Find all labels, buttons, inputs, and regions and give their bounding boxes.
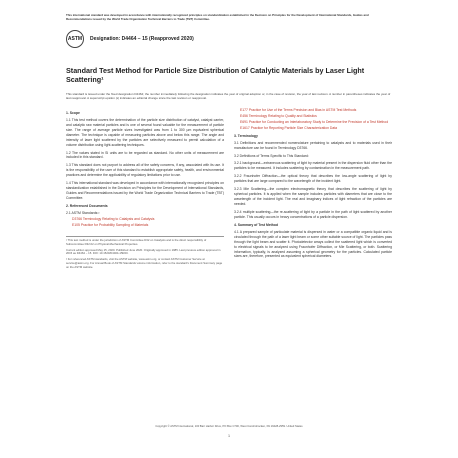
paragraph-1-1: 1.1 This test method covers the determination of the particle size distribution of catalyst, catalyst carrier, and catalytic raw material particles and is one of several found valuable for the measurement of particle size. The range of average particle sizes investigated was from 1 to 300 µm equivalent spherical diameter. The technique is capable of measuring particles above and below this range. The angle and intensity of laser light scattered by the particles are selectively measured to permit calculation of a volume distribution using light-scattering techniques. [66,117,224,147]
section-summary-heading: 4. Summary of Test Method [234,222,279,227]
page-number: 1 [228,434,230,438]
footnote-1: ¹ This test method is under the jurisdiction of ASTM Committee D32 on Catalysts and is the direct responsibility of Subcommittee D32.02 on Physical-Mechanical Properties. [66,237,207,246]
two-column-body [66,108,392,272]
astm-logo-icon [66,30,84,48]
left-column [66,108,224,272]
paragraph-1-4: 1.4 This international standard was developed in accordance with internationally recognized principles on standardization established in the Decision on Principles for the Development of International Standards, Guides and Recommendations issued by the World Trade Organization Technical Barriers to Trade (TBT) Committee. [66,181,224,200]
issue-note: This standard is issued under the fixed designation D4464; the number immediately following the designation indicates the year of original adoption or, in the case of revision, the year of last revision. A number in parentheses indicates the year of last reapproval. A superscript epsilon (ε) indicates an editorial change since the last revision or reapproval. [66,91,391,100]
reference-link[interactable]: E691 Practice for Conducting an Interlaboratory Study to Determine the Precision of a Test Method [240,119,389,124]
designation: Designation: D4464 − 15 (Reapproved 2020) [90,35,194,42]
paragraph-1-2: 1.2 The values stated in SI units are to be regarded as standard. No other units of measurement are included in this standard. [66,150,224,160]
paragraph-1-3: 1.3 This standard does not purport to address all of the safety concerns, if any, associated with its use. It is the responsibility of the user of this standard to establish appropriate safety, health, and environmental practices and determine the applicability of regulatory limitations prior to use. [66,163,224,178]
document-header [66,30,392,48]
title-block [66,66,392,84]
section-scope-heading: 1. Scope [66,110,80,115]
reference-link[interactable]: E456 Terminology Relating to Quality and Statistics [240,113,317,118]
paragraph-3-2-3: 3.2.3 Mie Scattering—the complex electromagnetic theory that describes the scattering of light by spherical particles. It is applied when the sample includes particles with diameters that are close to the wavelength of the incident light. The real and imaginary indices of light refraction of the particles are needed. [234,187,392,206]
paragraph-3-2-2: 3.2.2 Fraunhofer Diffraction—the optical theory that describes the low-angle scattering of light by particles that are large compared to the wavelength of the incident light. [234,174,392,184]
section-references-heading: 2. Referenced Documents [66,203,108,208]
paragraph-3-2-1: 3.2.1 background—extraneous scattering of light by material present in the dispersion fluid other than the particles to be measured. It includes scattering by contamination in the measurement path. [234,161,392,171]
paragraph-3-2-4: 3.2.4 multiple scattering—the re-scattering of light by a particle in the path of light scattered by another particle. This usually occurs in heavy concentrations of a particle dispersion. [234,209,392,219]
paragraph-4-1: 4.1 A prepared sample of particulate material is dispersed in water or a compatible organic liquid and is circulated through the path of a laser light beam or some other suitable source of light. The particles pass through the light beam and scatter it. Photodetector arrays collect the scattered light which is converted to electrical signals to be analyzed using Fraunhofer Diffraction, or Mie Scattering, or both. Scattering information, typically, is analyzed assuming a spherical geometry for the particles. Calculated particle sizes are, therefore, presented as equivalent spherical diameters. [234,229,392,259]
paragraph-3-2: 3.2 Definitions of Terms Specific to This Standard: [234,153,309,158]
reference-link[interactable]: E1617 Practice for Reporting Particle Size Characterization Data [240,125,338,130]
footnote-2: ² For referenced ASTM standards, visit the ASTM website, www.astm.org, or contact ASTM Customer Service at service@astm.org. For Annual Book of ASTM Standards volume information, refer to the standard's Document Summary page on the ASTM website. [66,257,223,270]
right-column [234,108,392,272]
document-page [54,8,404,448]
reference-link[interactable]: E177 Practice for Use of the Terms Precision and Bias in ASTM Test Methods [240,107,357,112]
wto-notice: This international standard was developed in accordance with internationally recognized principles on standardization established in the Decision on Principles for the Development of International Standards, Guides and Recommendations issued by the World Trade Organization Technical Barriers to Trade (TBT) Committee. [66,13,369,21]
paragraph-3-1: 3.1 Definitions and recommended nomenclature pertaining to catalysts and to materials used in their manufacture can be found in Terminology D3766. [234,140,392,150]
logo-text: ASTM [67,35,83,42]
document-title: Standard Test Method for Particle Size Distribution of Catalytic Materials by Laser Light Scattering¹ [66,65,365,84]
reference-link[interactable]: D3766 Terminology Relating to Catalysts and Catalysis [72,216,155,221]
copyright-footer: Copyright © ASTM International, 100 Barr Harbor Drive, PO Box C700, West Conshohocken, PA 19428-2959. United States [155,425,303,428]
footnote-1-edition: Current edition approved May 15, 2020. Published June 2020. Originally approved in 1985. Last previous edition approved in 2015 as D4464 − 15. DOI: 10.1520/D4464-15R20. [66,247,221,256]
paragraph-2-1: 2.1 ASTM Standards:² [66,210,100,215]
reference-link[interactable]: E105 Practice for Probability Sampling of Materials [72,222,149,227]
section-terminology-heading: 3. Terminology [234,133,258,138]
footnotes [66,236,224,270]
